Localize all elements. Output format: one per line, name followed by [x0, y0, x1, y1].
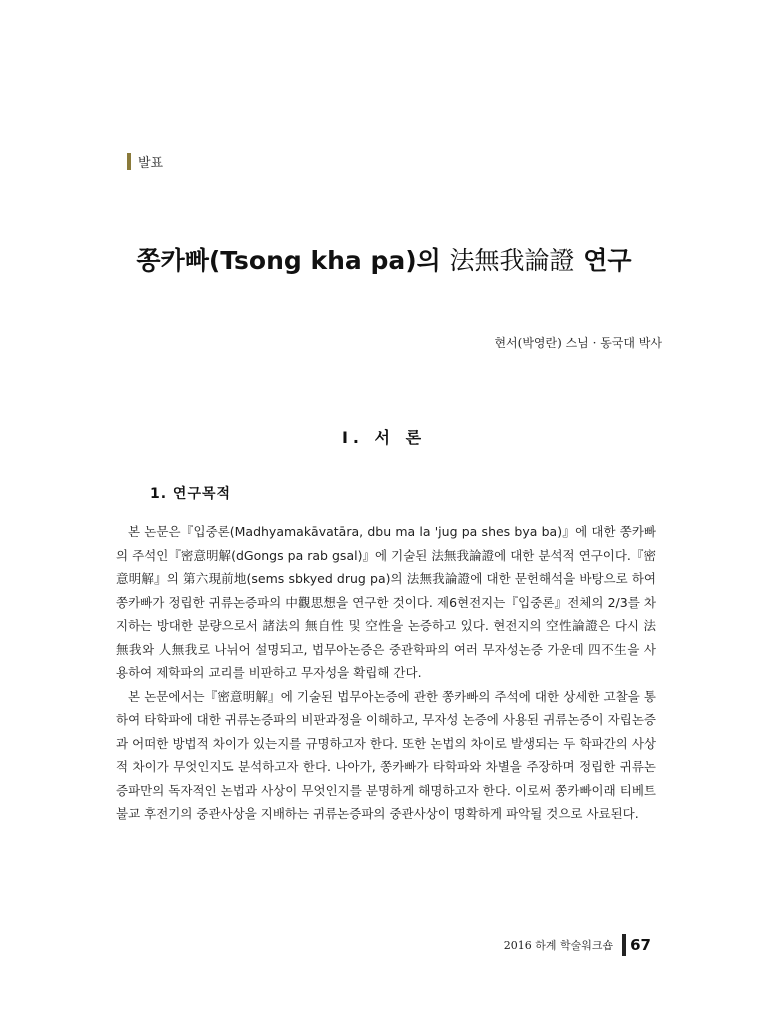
footer-bar — [622, 934, 626, 956]
paper-title-hanja: 法無我論證 — [449, 246, 575, 275]
author-line: 현서(박영란) 스님 · 동국대 박사 — [494, 336, 662, 350]
page-number: 67 — [630, 936, 651, 954]
paper-title-tail: 연구 — [583, 246, 632, 275]
subsection-heading: 1. 연구목적 — [150, 486, 232, 502]
paragraph: 본 논문은『입중론(Madhyamakāvatāra, dbu ma la 'jug pa shes bya ba)』에 대한 쫑카빠의 주석인『密意明解(dGongs pa rab gsal)』에 기술된 法無我論證에 대한 분석적 연구이다.『密意明解』의 第六現前地(sems sbkyed drug pa)의 法無我論證에 대한 문헌해석을 바탕으로 하여 쫑카빠가 정립한 귀류논증파의 中觀思想을 연구한 것이다. 제6현전지는『입중론』전체의 2/3를 차지하는 방대한 분량으로서 諸法의 無自性 및 空性을 논증하고 있다. 현전지의 空性論證은 다시 法無我와 人無我로 나뉘어 설명되고, 법무아논증은 중관학파의 여러 무자성논증 가운데 四不生을 사용하여 제학파의 교리를 비판하고 무자성을 확립해 간다. — [116, 524, 656, 680]
section-tag-label: 발표 — [138, 155, 164, 171]
paper-title-main: 쫑카빠(Tsong kha pa)의 — [136, 246, 441, 275]
paper-title — [0, 241, 768, 277]
section-tag-bar — [127, 153, 131, 170]
chapter-heading: Ⅰ. 서 론 — [341, 428, 427, 447]
page-footer — [504, 934, 651, 956]
body-text — [116, 520, 656, 826]
section-tag — [127, 152, 163, 170]
footer-venue: 2016 하계 학술워크숍 — [503, 939, 614, 952]
paragraph: 본 논문에서는『密意明解』에 기술된 법무아논증에 관한 쫑카빠의 주석에 대한 상세한 고찰을 통하여 타학파에 대한 귀류논증파의 비판과정을 이해하고, 무자성 논증에 사용된 귀류논증이 자립논증과 어떠한 방법적 차이가 있는지를 규명하고자 한다. 또한 논법의 차이로 발생되는 두 학파간의 사상적 차이가 무엇인지도 분석하고자 한다. 나아가, 쫑카빠가 타학파와 차별을 주장하며 정립한 귀류논증파만의 독자적인 논법과 사상이 무엇인지를 분명하게 해명하고자 한다. 이로써 쫑카빠이래 티베트불교 후전기의 중관사상을 지배하는 귀류논증파의 중관사상이 명확하게 파악될 것으로 사료된다. — [116, 688, 656, 821]
